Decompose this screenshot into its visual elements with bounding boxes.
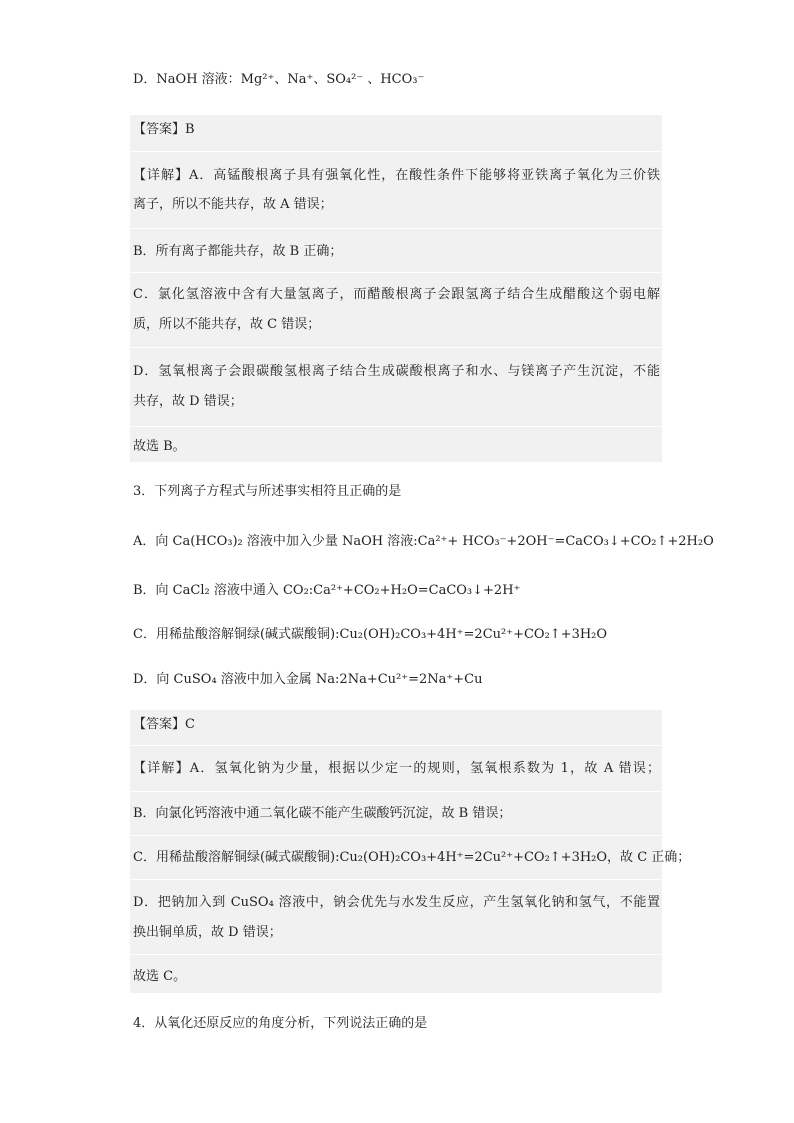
q3-stem: 3．下列离子方程式与所述事实相符且正确的是 xyxy=(133,484,402,499)
q2-answer-bg xyxy=(130,115,662,151)
q3-option-c: C．用稀盐酸溶解铜绿(碱式碳酸铜):Cu₂(OH)₂CO₃+4H⁺=2Cu²⁺+CO₂↑+3H₂O xyxy=(133,627,608,642)
q2-explanation-line: D．氢氧根离子会跟碳酸氢根离子结合生成碳酸根离子和水、与镁离子产生沉淀，不能 xyxy=(133,364,660,379)
q2-explanation-line: C．氯化氢溶液中含有大量氢离子，而醋酸根离子会跟氢离子结合生成醋酸这个弱电解 xyxy=(133,287,660,302)
q2-expl-d-bg xyxy=(130,348,662,426)
q2-option-d: D．NaOH 溶液：Mg²⁺、Na⁺、SO₄²⁻ 、HCO₃⁻ xyxy=(133,72,425,87)
q2-explanation-line: 质，所以不能共存，故 C 错误； xyxy=(133,317,321,332)
q3-explanation-line: C．用稀盐酸溶解铜绿(碱式碳酸铜):Cu₂(OH)₂CO₃+4H⁺=2Cu²⁺+CO₂↑+3H₂O，故 C 正确； xyxy=(133,850,691,865)
q2-expl-a-bg xyxy=(130,152,662,228)
q3-conclusion: 故选 C。 xyxy=(133,969,187,984)
q3-explanation-line: 【详解】A．氢氧化钠为少量，根据以少定一的规则，氢氧根系数为 1，故 A 错误； xyxy=(133,761,660,776)
q2-conclusion-bg xyxy=(130,427,662,462)
q2-explanation-line: 共存，故 D 错误； xyxy=(133,394,243,409)
q3-option-a: A．向 Ca(HCO₃)₂ 溶液中加入少量 NaOH 溶液:Ca²⁺+ HCO₃⁻+2OH⁻=CaCO₃↓+CO₂↑+2H₂O xyxy=(133,534,714,549)
q2-explanation-line: 【详解】A．高锰酸根离子具有强氧化性，在酸性条件下能够将亚铁离子氧化为三价铁 xyxy=(133,168,660,183)
q3-option-b: B．向 CaCl₂ 溶液中通入 CO₂:Ca²⁺+CO₂+H₂O=CaCO₃↓+2H⁺ xyxy=(133,583,521,598)
q3-answer: 【答案】C xyxy=(133,717,195,732)
q3-explanation-line: 换出铜单质，故 D 错误； xyxy=(133,925,282,940)
q2-conclusion: 故选 B。 xyxy=(133,439,186,454)
q4-stem: 4．从氧化还原反应的角度分析，下列说法正确的是 xyxy=(133,1016,428,1031)
q2-answer: 【答案】B xyxy=(133,122,195,137)
q2-explanation-line: B．所有离子都能共存，故 B 正确； xyxy=(133,244,343,259)
q3-explanation-line: D．把钠加入到 CuSO₄ 溶液中，钠会优先与水发生反应，产生氢氧化钠和氢气，不能置 xyxy=(133,895,660,910)
q2-explanation-line: 离子，所以不能共存，故 A 错误； xyxy=(133,197,333,212)
q3-conclusion-bg xyxy=(130,955,662,993)
q3-option-d: D．向 CuSO₄ 溶液中加入金属 Na:2Na+Cu²⁺=2Na⁺+Cu xyxy=(133,672,483,687)
q3-answer-bg xyxy=(130,710,662,745)
q3-explanation-line: B．向氯化钙溶液中通二氧化碳不能产生碳酸钙沉淀，故 B 错误； xyxy=(133,806,512,821)
